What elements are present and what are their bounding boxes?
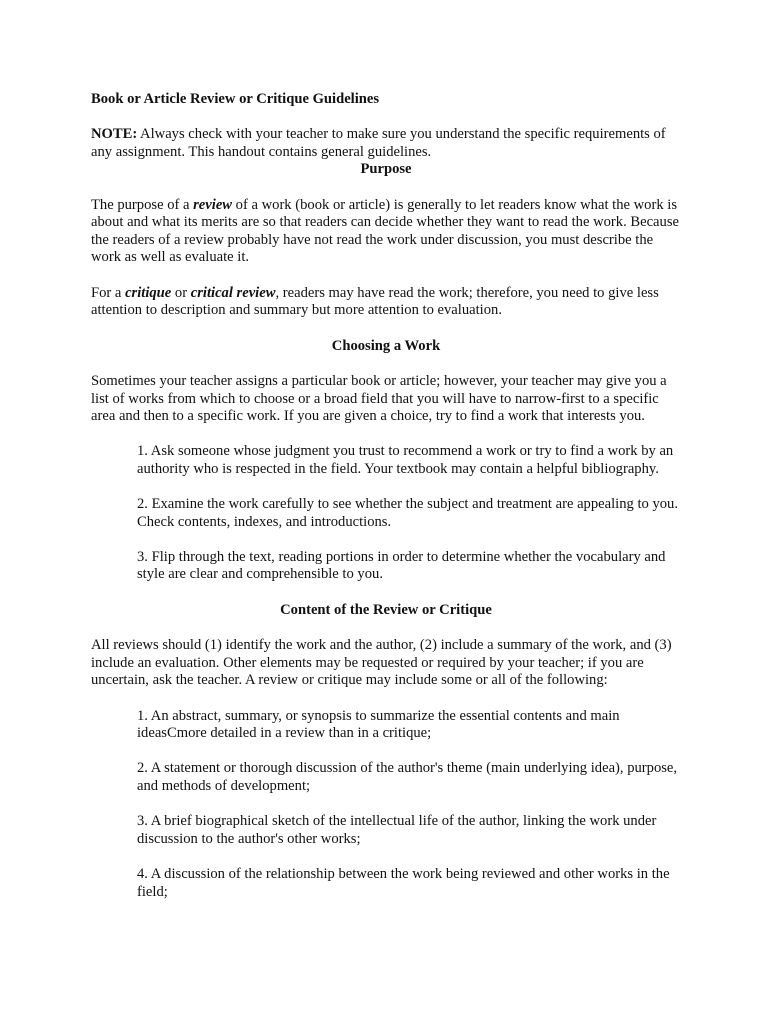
purpose-p1-text-a: The purpose of a — [91, 196, 194, 213]
purpose-p2-or: or — [171, 284, 191, 301]
content-heading: Content of the Review or Critique — [280, 602, 492, 619]
purpose-paragraph-1 — [91, 197, 681, 267]
content-item: 4. A discussion of the relationship between the work being reviewed and other works in the field; — [137, 865, 670, 900]
purpose-p2-text-b: , readers may have read the work; therefore, you need to give less attention to description and summary but more attention to evaluation. — [91, 284, 659, 319]
choosing-item: 3. Flip through the text, reading portions in order to determine whether the vocabulary and style are clear and comprehensible to you. — [137, 548, 666, 583]
document-page — [91, 91, 681, 901]
choosing-heading: Choosing a Work — [331, 337, 441, 354]
purpose-paragraph-2 — [91, 285, 681, 320]
content-item: 2. A statement or thorough discussion of the author's theme (main underlying idea), purpose, and methods of development; — [137, 760, 678, 794]
purpose-heading: Purpose — [360, 161, 412, 178]
term-review: review — [193, 196, 233, 213]
note-label: NOTE: — [91, 126, 138, 143]
term-critical-review: critical review — [190, 284, 276, 301]
choosing-item: 1. Ask someone whose judgment you trust to recommend a work or try to find a work by an authority who is respected in the field. Your textbook may contain a helpful bibliography. — [137, 443, 674, 477]
purpose-p1-text-b: of a work (book or article) is generally to let readers know what the work is about and what its merits are so that readers can decide whether they want to read the work. Because the readers of a review probably have not read the work under discussion, you must describe the work as well as evaluate it. — [91, 196, 679, 266]
note-paragraph — [91, 126, 681, 161]
content-item: 1. An abstract, summary, or synopsis to summarize the essential contents and main ideasCmore detailed in a review than in a critique; — [137, 707, 620, 742]
choosing-item: 2. Examine the work carefully to see whether the subject and treatment are appealing to you. Check contents, indexes, and introductions. — [137, 496, 678, 530]
note-text: Always check with your teacher to make sure you understand the specific requirements of any assignment. This handout contains general guidelines. — [91, 126, 666, 160]
content-intro: All reviews should (1) identify the work and the author, (2) include a summary of the work, and (3) include an evaluation. Other elements may be requested or required by your teacher; if you are uncertain, ask the teacher. A review or critique may include some or all of the following: — [91, 637, 672, 689]
document-title: Book or Article Review or Critique Guidelines — [91, 91, 380, 107]
term-critique: critique — [125, 284, 172, 301]
content-item: 3. A brief biographical sketch of the intellectual life of the author, linking the work under discussion to the author's other works; — [137, 813, 657, 847]
purpose-p2-text-a: For a — [91, 284, 126, 301]
choosing-intro: Sometimes your teacher assigns a particular book or article; however, your teacher may give you a list of works from which to choose or a broad field that you will have to narrow-first to a specific area and then to a specific work. If you are given a choice, try to find a work that interests you. — [91, 372, 667, 425]
